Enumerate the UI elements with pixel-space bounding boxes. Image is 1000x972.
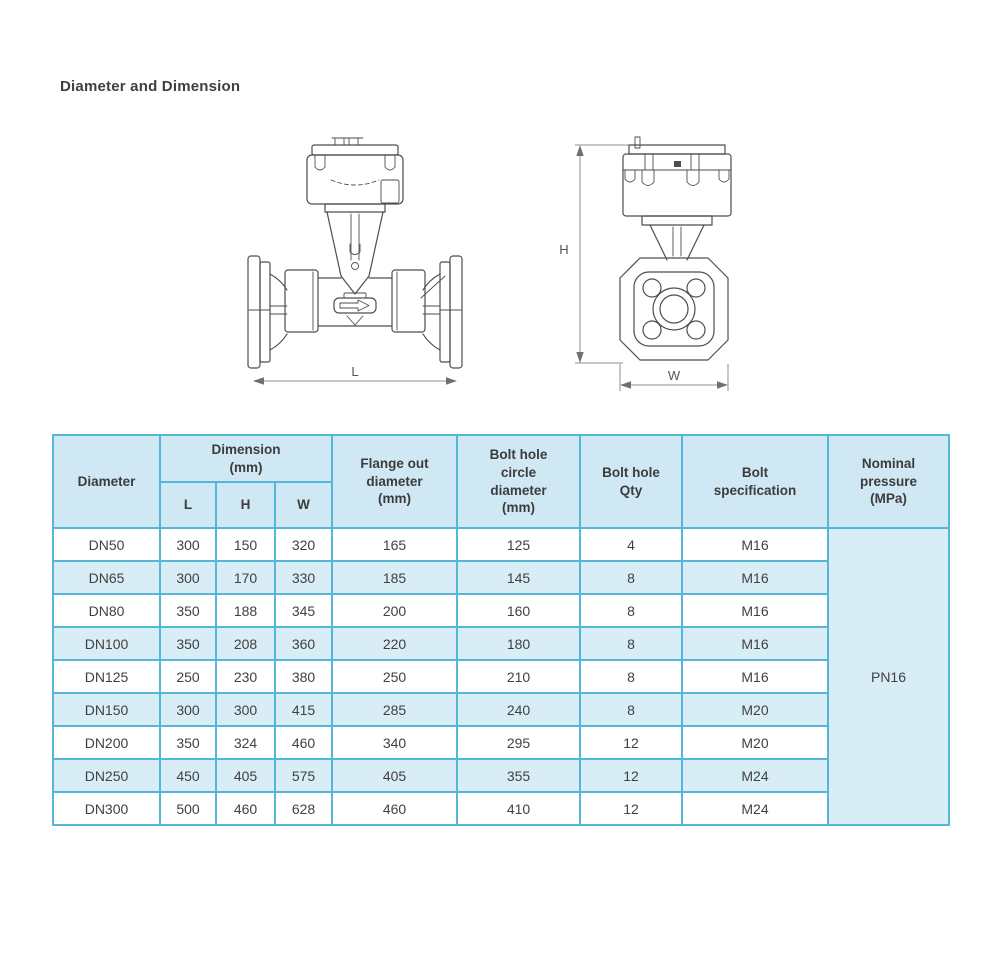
cell-bolt-specification: M16 [682, 528, 828, 561]
col-header-nominal-pressure [828, 435, 949, 528]
col-header-flange-out-diameter [332, 435, 457, 528]
table-row [53, 561, 949, 594]
cell-bolt-hole-qty: 8 [580, 693, 682, 726]
dimension-label-w: W [667, 368, 681, 383]
cell-w: 460 [275, 726, 332, 759]
meter-neck-front [327, 212, 383, 276]
col-header-bolt-hole-circle-diameter [457, 435, 580, 528]
height-dimension [559, 145, 641, 363]
length-dimension [253, 364, 457, 385]
header-label: Flange out diameter (mm) [360, 456, 429, 507]
cell-w: 345 [275, 594, 332, 627]
cell-diameter: DN200 [53, 726, 160, 759]
cell-flange-out-diameter: 200 [332, 594, 457, 627]
cell-w: 628 [275, 792, 332, 825]
cell-h: 460 [216, 792, 275, 825]
cell-flange-out-diameter: 165 [332, 528, 457, 561]
header-label: Nominal pressure (MPa) [859, 456, 918, 507]
cell-bolt-hole-circle-diameter: 295 [457, 726, 580, 759]
cell-bolt-hole-circle-diameter: 180 [457, 627, 580, 660]
cell-diameter: DN125 [53, 660, 160, 693]
cell-diameter: DN300 [53, 792, 160, 825]
cell-l: 450 [160, 759, 216, 792]
cell-bolt-hole-qty: 4 [580, 528, 682, 561]
cell-h: 188 [216, 594, 275, 627]
cell-diameter: DN100 [53, 627, 160, 660]
cell-flange-out-diameter: 405 [332, 759, 457, 792]
header-label: Bolt hole Qty [602, 464, 660, 498]
cell-w: 330 [275, 561, 332, 594]
cell-flange-out-diameter: 185 [332, 561, 457, 594]
cell-l: 300 [160, 693, 216, 726]
col-header-bolt-specification [682, 435, 828, 528]
side-view-drawing [545, 130, 775, 402]
cell-bolt-hole-qty: 12 [580, 726, 682, 759]
cell-diameter: DN65 [53, 561, 160, 594]
cell-h: 300 [216, 693, 275, 726]
cell-diameter: DN50 [53, 528, 160, 561]
cell-flange-out-diameter: 285 [332, 693, 457, 726]
table-row [53, 660, 949, 693]
cell-l: 350 [160, 627, 216, 660]
header-label: L [183, 497, 193, 513]
table-row [53, 693, 949, 726]
cell-bolt-specification: M20 [682, 693, 828, 726]
col-header-l [160, 482, 216, 528]
header-label: Bolt specification [713, 464, 797, 498]
cell-l: 500 [160, 792, 216, 825]
cell-diameter: DN250 [53, 759, 160, 792]
dimension-table [52, 434, 950, 826]
cell-bolt-hole-qty: 8 [580, 660, 682, 693]
cell-l: 250 [160, 660, 216, 693]
pipe-bore-inner [660, 295, 688, 323]
table-row [53, 792, 949, 825]
cell-flange-out-diameter: 220 [332, 627, 457, 660]
header-label: W [297, 497, 310, 513]
table-row [53, 594, 949, 627]
header-label: Diameter [77, 473, 136, 489]
meter-head-side [623, 137, 731, 225]
cell-w: 320 [275, 528, 332, 561]
cell-w: 380 [275, 660, 332, 693]
flow-direction-arrow-icon [340, 300, 369, 311]
cell-bolt-specification: M16 [682, 660, 828, 693]
cell-l: 350 [160, 594, 216, 627]
cell-w: 415 [275, 693, 332, 726]
cell-bolt-specification: M16 [682, 594, 828, 627]
meter-body-front [285, 270, 425, 332]
cell-flange-out-diameter: 340 [332, 726, 457, 759]
cell-bolt-specification: M16 [682, 627, 828, 660]
cell-bolt-hole-qty: 8 [580, 627, 682, 660]
width-dimension [620, 364, 728, 391]
cell-h: 405 [216, 759, 275, 792]
cell-bolt-specification: M24 [682, 759, 828, 792]
table-row [53, 528, 949, 561]
cell-bolt-hole-qty: 8 [580, 594, 682, 627]
cell-bolt-hole-circle-diameter: 125 [457, 528, 580, 561]
cell-bolt-specification: M20 [682, 726, 828, 759]
cell-h: 208 [216, 627, 275, 660]
cell-bolt-specification: M16 [682, 561, 828, 594]
page-title: Diameter and Dimension [60, 78, 241, 95]
col-header-dimension-group [160, 435, 332, 482]
meter-head-front [307, 138, 403, 212]
cell-bolt-hole-qty: 12 [580, 759, 682, 792]
cell-diameter: DN80 [53, 594, 160, 627]
cell-h: 230 [216, 660, 275, 693]
cell-l: 350 [160, 726, 216, 759]
col-header-bolt-hole-qty [580, 435, 682, 528]
cell-bolt-hole-circle-diameter: 210 [457, 660, 580, 693]
header-label: Dimension (mm) [211, 441, 281, 475]
table-row [53, 759, 949, 792]
col-header-h [216, 482, 275, 528]
cell-nominal-pressure: PN16 [828, 528, 949, 825]
table-row [53, 627, 949, 660]
cell-l: 300 [160, 561, 216, 594]
cell-h: 170 [216, 561, 275, 594]
cell-h: 150 [216, 528, 275, 561]
cell-l: 300 [160, 528, 216, 561]
table-row [53, 726, 949, 759]
dimension-label-l: L [351, 364, 359, 379]
header-label: H [240, 497, 251, 513]
cell-bolt-hole-circle-diameter: 160 [457, 594, 580, 627]
col-header-w [275, 482, 332, 528]
cell-bolt-hole-qty: 8 [580, 561, 682, 594]
cell-bolt-hole-circle-diameter: 145 [457, 561, 580, 594]
cell-bolt-specification: M24 [682, 792, 828, 825]
cell-bolt-hole-qty: 12 [580, 792, 682, 825]
cell-bolt-hole-circle-diameter: 355 [457, 759, 580, 792]
flange-face-side [620, 258, 728, 360]
cell-flange-out-diameter: 460 [332, 792, 457, 825]
left-flange-front [248, 256, 287, 368]
cell-flange-out-diameter: 250 [332, 660, 457, 693]
dimension-label-h: H [559, 242, 569, 257]
cell-bolt-hole-circle-diameter: 410 [457, 792, 580, 825]
cell-h: 324 [216, 726, 275, 759]
cell-diameter: DN150 [53, 693, 160, 726]
front-view-drawing [235, 130, 475, 402]
table-body [53, 528, 949, 825]
right-flange-front [421, 256, 462, 368]
meter-neck-side [650, 225, 704, 260]
pipe-bore-outer [653, 288, 695, 330]
cell-w: 575 [275, 759, 332, 792]
col-header-diameter [53, 435, 160, 528]
cell-bolt-hole-circle-diameter: 240 [457, 693, 580, 726]
header-label: Bolt hole circle diameter (mm) [489, 447, 548, 516]
cell-w: 360 [275, 627, 332, 660]
